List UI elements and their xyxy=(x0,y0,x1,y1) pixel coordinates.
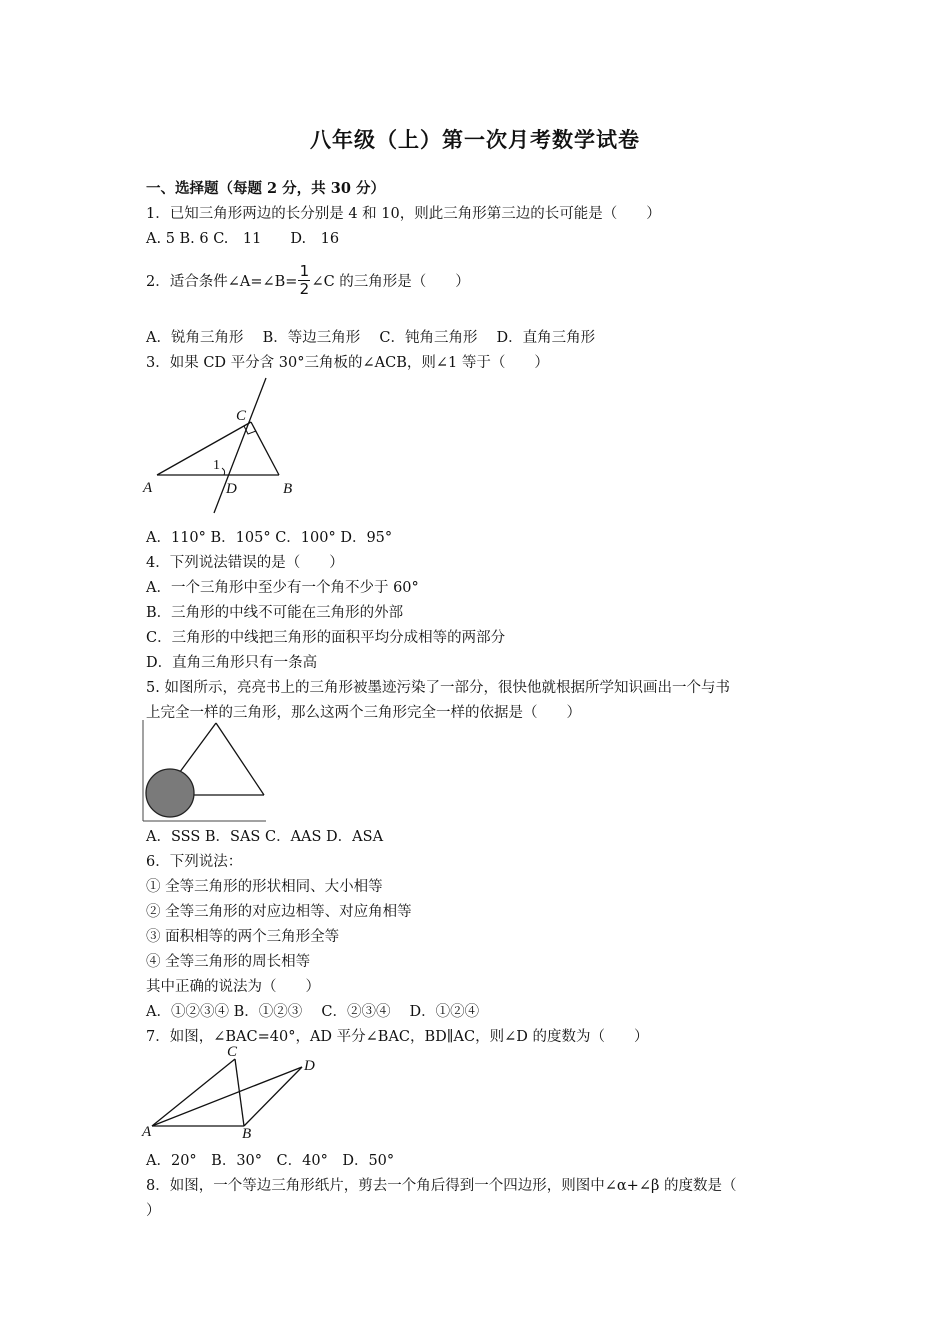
question-1-stem: 1．已知三角形两边的长分别是 4 和 10，则此三角形第三边的长可能是（ ） xyxy=(146,206,661,222)
label-a: A xyxy=(142,1124,152,1140)
label-d: D xyxy=(226,481,237,497)
segment-bd xyxy=(244,1067,302,1126)
fraction-numerator: 1 xyxy=(299,262,310,280)
question-2-stem xyxy=(146,264,470,297)
segment-ad xyxy=(152,1067,302,1126)
segment-ac xyxy=(152,1059,235,1126)
label-b: B xyxy=(283,481,293,497)
question-4-option-a: A．一个三角形中至少有一个角不少于 60° xyxy=(146,580,419,596)
question-6-statement-2: ② 全等三角形的对应边相等、对应角相等 xyxy=(146,904,412,920)
segment-cb xyxy=(251,422,279,475)
ink-blot xyxy=(146,769,194,817)
question-7-options: A．20° B．30° C．40° D．50° xyxy=(146,1153,395,1169)
question-8-stem-line-1: 8．如图，一个等边三角形纸片，剪去一个角后得到一个四边形，则图中∠α+∠β 的度数是（ xyxy=(146,1178,737,1194)
question-2-options: A．锐角三角形 B．等边三角形 C．钝角三角形 D．直角三角形 xyxy=(146,330,596,346)
bisector-line-cd xyxy=(214,378,266,513)
question-3-stem: 3．如果 CD 平分含 30°三角板的∠ACB，则∠1 等于（ ） xyxy=(146,355,549,371)
angle-1-arc xyxy=(222,468,225,475)
page-title: 八年级（上）第一次月考数学试卷 xyxy=(310,127,640,152)
question-1-options: A. 5 B. 6 C. 11 D. 16 xyxy=(146,231,340,247)
question-6-stem: 6．下列说法： xyxy=(146,854,243,870)
label-c: C xyxy=(227,1044,238,1060)
question-2-stem-a: 2．适合条件∠A=∠B= xyxy=(146,274,298,290)
fraction-denominator: 2 xyxy=(299,280,310,298)
question-6-statement-3: ③ 面积相等的两个三角形全等 xyxy=(146,929,340,945)
question-8-stem-line-2: ） xyxy=(146,1203,161,1219)
section-heading: 一、选择题（每题 2 分，共 30 分） xyxy=(146,180,385,197)
question-7-figure xyxy=(140,1042,320,1142)
question-2-stem-b: ∠C 的三角形是（ ） xyxy=(311,274,470,290)
label-d: D xyxy=(304,1058,315,1074)
question-6-prompt: 其中正确的说法为（ ） xyxy=(146,979,320,995)
question-6-statement-4: ④ 全等三角形的周长相等 xyxy=(146,954,311,970)
question-5-stem-line-2: 上完全一样的三角形，那么这两个三角形完全一样的依据是（ ） xyxy=(146,705,581,721)
label-angle-1: 1 xyxy=(213,458,220,473)
label-a: A xyxy=(143,480,153,496)
question-7-stem: 7．如图，∠BAC=40°，AD 平分∠BAC，BD∥AC，则∠D 的度数为（ ） xyxy=(146,1029,649,1045)
label-c: C xyxy=(236,408,247,424)
triangle-right-side xyxy=(216,723,264,795)
question-4-option-c: C．三角形的中线把三角形的面积平均分成相等的两部分 xyxy=(146,630,506,646)
question-5-options: A．SSS B．SAS C．AAS D．ASA xyxy=(146,829,384,845)
question-3-figure xyxy=(140,374,300,516)
question-5-stem-line-1: 5. 如图所示，亮亮书上的三角形被墨迹污染了一部分，很快他就根据所学知识画出一个与书 xyxy=(146,680,730,696)
segment-ac xyxy=(157,422,251,475)
question-4-option-d: D．直角三角形只有一条高 xyxy=(146,655,318,671)
question-3-options: A．110° B．105° C．100° D．95° xyxy=(146,530,393,546)
question-6-options: A．①②③④ B．①②③ C．②③④ D．①②④ xyxy=(146,1004,480,1020)
question-6-statement-1: ① 全等三角形的形状相同、大小相等 xyxy=(146,879,383,895)
label-b: B xyxy=(242,1126,252,1142)
fraction-one-half xyxy=(298,264,310,297)
question-4-stem: 4．下列说法错误的是（ ） xyxy=(146,555,344,571)
question-4-option-b: B．三角形的中线不可能在三角形的外部 xyxy=(146,605,404,621)
question-5-figure xyxy=(142,720,268,822)
